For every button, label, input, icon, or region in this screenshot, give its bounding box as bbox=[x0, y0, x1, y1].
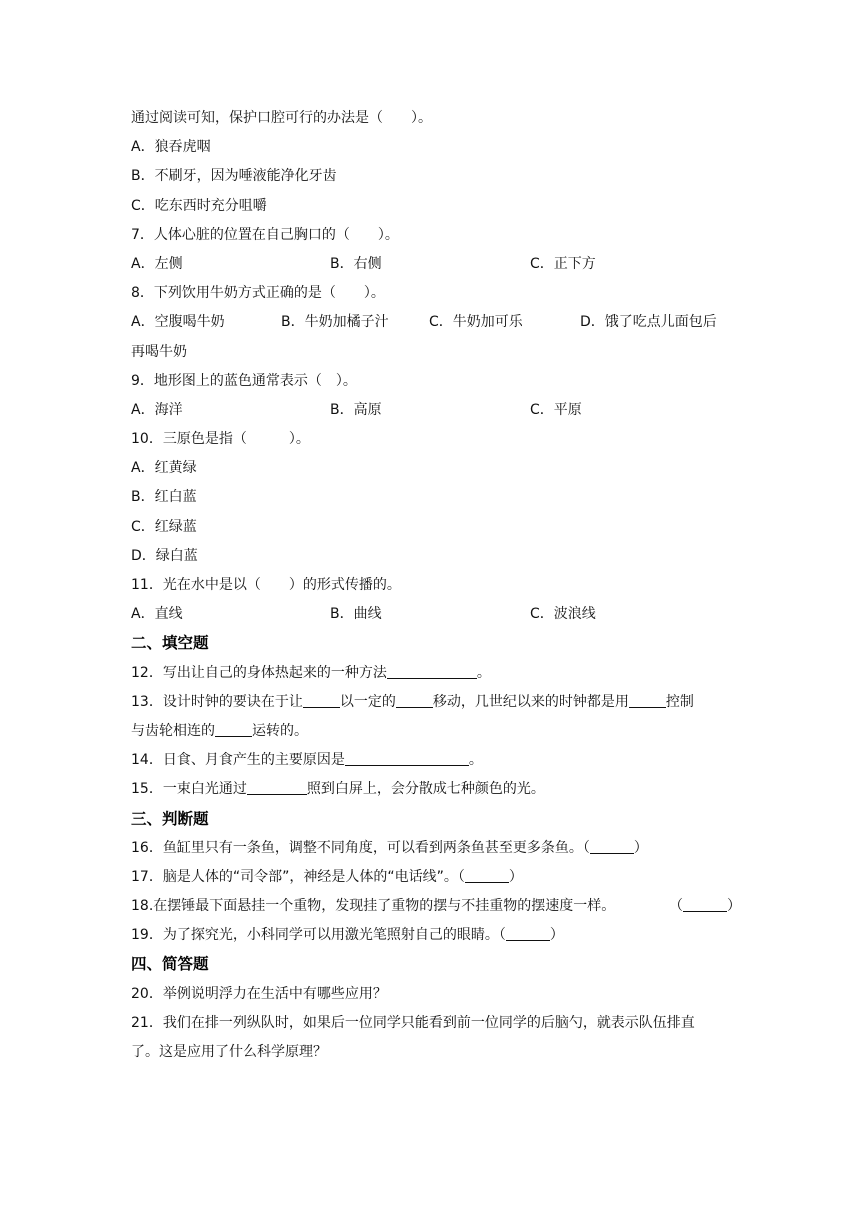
question-6-option-b: B．不刷牙，因为唾液能净化牙齿 bbox=[131, 168, 337, 185]
question-11-option-a: A．直线 bbox=[131, 606, 183, 623]
question-list bbox=[131, 104, 741, 1067]
question-20: 20．举例说明浮力在生活中有哪些应用？ bbox=[131, 985, 387, 1002]
question-13-line-2 bbox=[131, 717, 731, 746]
question-18-text: 18.在摆锤最下面悬挂一个重物，发现挂了重物的摆与不挂重物的摆速度一样。 bbox=[131, 898, 616, 915]
question-17-close: ） bbox=[508, 868, 523, 885]
question-14 bbox=[131, 746, 731, 775]
question-9-option-c: C．平原 bbox=[530, 401, 582, 418]
question-10-option-b: B．红白蓝 bbox=[131, 489, 197, 506]
question-17-text: 17．脑是人体的“司令部”，神经是人体的“电话线”。（ bbox=[131, 868, 465, 885]
answer-blank[interactable] bbox=[629, 691, 666, 708]
question-7-options bbox=[131, 250, 731, 279]
question-18 bbox=[131, 892, 741, 921]
question-11-option-c: C．波浪线 bbox=[530, 606, 596, 623]
question-13-text-e: 与齿轮相连的 bbox=[131, 722, 215, 739]
answer-blank[interactable] bbox=[215, 720, 252, 737]
question-10-option-a: A．红黄绿 bbox=[131, 460, 197, 477]
section-heading-fill-in: 二、填空题 bbox=[131, 634, 209, 653]
question-18-answer bbox=[669, 892, 741, 921]
question-8-option-d: D．饿了吃点儿面包后 bbox=[580, 314, 717, 331]
answer-blank[interactable] bbox=[396, 691, 433, 708]
question-10-stem: 10．三原色是指（ ）。 bbox=[131, 431, 310, 448]
question-16 bbox=[131, 834, 731, 863]
question-11-stem: 11．光在水中是以（ ）的形式传播的。 bbox=[131, 577, 401, 593]
question-13-text-c: 移动，几世纪以来的时钟都是用 bbox=[432, 693, 629, 710]
question-21-line-2: 了。这是应用了什么科学原理？ bbox=[131, 1044, 327, 1060]
question-7-stem: 7．人体心脏的位置在自己胸口的（ ）。 bbox=[131, 226, 399, 243]
question-8-stem: 8．下列饮用牛奶方式正确的是（ ）。 bbox=[131, 285, 385, 302]
question-8-option-d-continued: 再喝牛奶 bbox=[131, 343, 187, 360]
question-6-stem: 通过阅读可知，保护口腔可行的办法是（ ）。 bbox=[131, 110, 432, 126]
question-12 bbox=[131, 659, 731, 688]
section-heading-true-false: 三、判断题 bbox=[131, 809, 209, 828]
question-18-close: ） bbox=[727, 898, 741, 915]
question-10-option-c: C．红绿蓝 bbox=[131, 518, 197, 535]
question-11-options bbox=[131, 600, 731, 629]
question-8-option-a: A．空腹喝牛奶 bbox=[131, 314, 225, 331]
answer-blank[interactable] bbox=[506, 924, 550, 941]
question-13-text-a: 13．设计时钟的要诀在于让 bbox=[131, 693, 303, 710]
question-9-option-a: A．海洋 bbox=[131, 401, 183, 418]
question-19-close: ） bbox=[549, 927, 564, 944]
question-8-options bbox=[131, 308, 731, 337]
answer-blank[interactable] bbox=[303, 691, 340, 708]
question-13-line-1 bbox=[131, 688, 731, 717]
question-8-option-b: B．牛奶加橘子汁 bbox=[281, 314, 389, 331]
question-10-option-d: D．绿白蓝 bbox=[131, 547, 198, 564]
question-15-text: 15．一束白光通过 bbox=[131, 781, 247, 798]
question-13-text-d: 控制 bbox=[665, 693, 694, 710]
question-7-option-b: B．右侧 bbox=[330, 255, 382, 272]
question-19 bbox=[131, 921, 731, 950]
question-12-end: 。 bbox=[476, 664, 491, 681]
section-heading-short-answer: 四、简答题 bbox=[131, 955, 209, 974]
question-12-text: 12．写出让自己的身体热起来的一种方法 bbox=[131, 664, 387, 681]
answer-blank[interactable] bbox=[387, 662, 477, 679]
answer-blank[interactable] bbox=[465, 866, 509, 883]
answer-blank[interactable] bbox=[247, 778, 307, 795]
question-15 bbox=[131, 775, 731, 804]
question-8-option-c: C．牛奶加可乐 bbox=[429, 314, 523, 331]
question-6-option-a: A．狼吞虎咽 bbox=[131, 139, 211, 156]
question-16-close: ） bbox=[633, 839, 648, 856]
question-7-option-c: C．正下方 bbox=[530, 255, 596, 272]
question-21-line-1: 21．我们在排一列纵队时，如果后一位同学只能看到前一位同学的后脑勺，就表示队伍排直 bbox=[131, 1014, 695, 1031]
question-9-options bbox=[131, 396, 731, 425]
question-7-option-a: A．左侧 bbox=[131, 255, 183, 272]
answer-blank[interactable] bbox=[683, 895, 727, 912]
answer-blank[interactable] bbox=[345, 749, 469, 766]
question-18-open: （ bbox=[669, 898, 683, 915]
question-6-option-c: C．吃东西时充分咀嚼 bbox=[131, 197, 267, 214]
answer-blank[interactable] bbox=[590, 837, 634, 854]
question-15-end: 照到白屏上，会分散成七种颜色的光。 bbox=[306, 781, 545, 798]
question-16-text: 16．鱼缸里只有一条鱼，调整不同角度，可以看到两条鱼甚至更多条鱼。（ bbox=[131, 839, 590, 856]
question-13-text-f: 运转的。 bbox=[252, 722, 308, 739]
question-9-option-b: B．高原 bbox=[330, 401, 382, 418]
question-14-text: 14．日食、月食产生的主要原因是 bbox=[131, 752, 345, 769]
question-14-end: 。 bbox=[468, 752, 483, 769]
question-11-option-b: B．曲线 bbox=[330, 606, 382, 623]
question-19-text: 19．为了探究光，小科同学可以用激光笔照射自己的眼睛。（ bbox=[131, 927, 506, 944]
question-17 bbox=[131, 863, 731, 892]
question-13-text-b: 以一定的 bbox=[339, 693, 396, 710]
question-9-stem: 9．地形图上的蓝色通常表示（ ）。 bbox=[131, 372, 357, 389]
